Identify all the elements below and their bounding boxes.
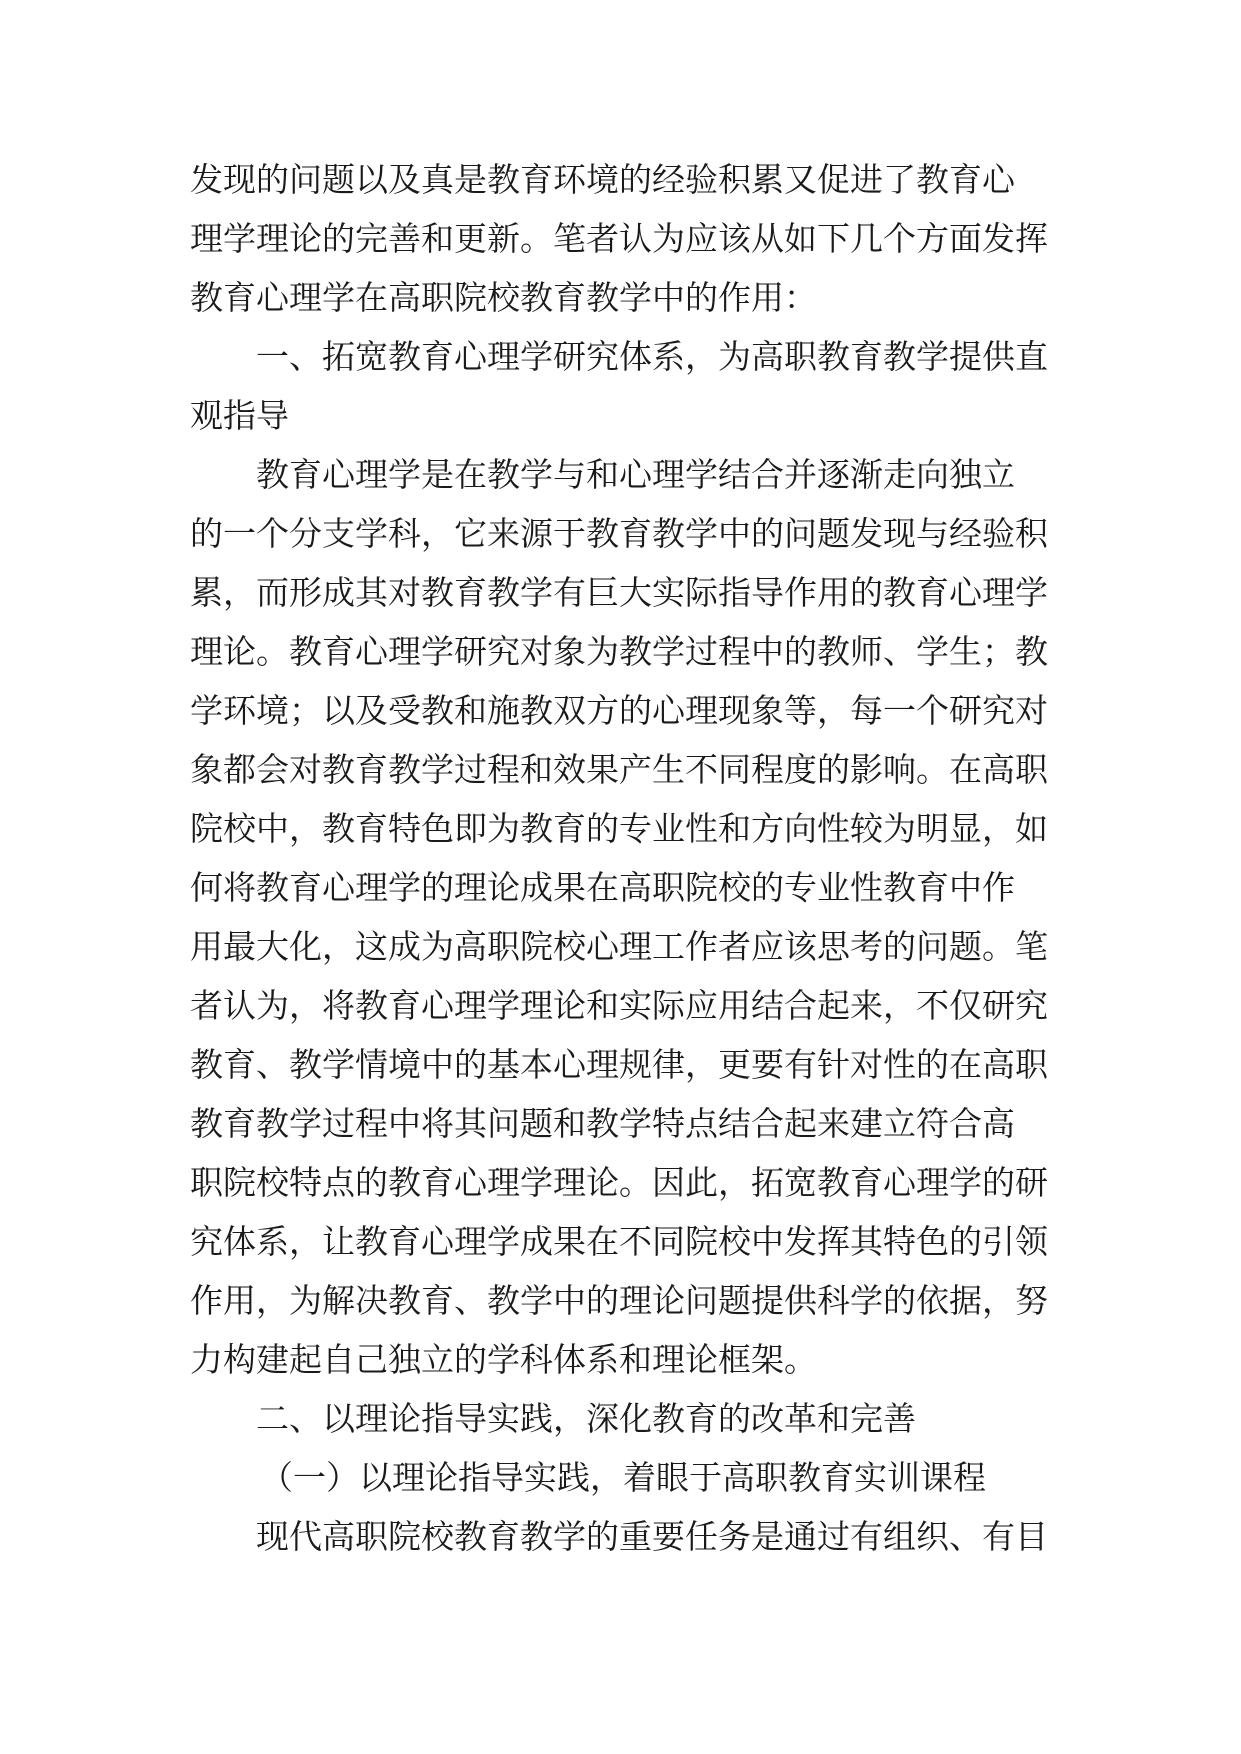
text-line: 象都会对教育教学过程和效果产生不同程度的影响。在高职 (190, 750, 1048, 789)
text-line: 的一个分支学科，它来源于教育教学中的问题发现与经验积 (190, 514, 1048, 553)
paragraph-start: 教育心理学是在教学与和心理学结合并逐渐走向独立 (256, 455, 1015, 494)
text-line: 职院校特点的教育心理学理论。因此，拓宽教育心理学的研 (190, 1163, 1048, 1202)
section-heading-1: 一、拓宽教育心理学研究体系，为高职教育教学提供直 (256, 337, 1048, 376)
text-line: 累，而形成其对教育教学有巨大实际指导作用的教育心理学 (190, 573, 1048, 612)
section-heading-1-continued: 观指导 (190, 396, 289, 435)
text-line: 教育心理学在高职院校教育教学中的作用： (190, 278, 817, 317)
subsection-heading-1: （一）以理论指导实践，着眼于高职教育实训课程 (260, 1458, 986, 1497)
text-line: 学环境；以及受教和施教双方的心理现象等，每一个研究对 (190, 691, 1048, 730)
section-heading-2: 二、以理论指导实践，深化教育的改革和完善 (256, 1399, 916, 1438)
text-line: 究体系，让教育心理学成果在不同院校中发挥其特色的引领 (190, 1222, 1048, 1261)
body-text (190, 150, 1060, 1566)
text-line: 力构建起自己独立的学科体系和理论框架。 (190, 1340, 817, 1379)
text-line: 用最大化，这成为高职院校心理工作者应该思考的问题。笔 (190, 927, 1048, 966)
text-line: 何将教育心理学的理论成果在高职院校的专业性教育中作 (190, 868, 1015, 907)
text-line: 者认为，将教育心理学理论和实际应用结合起来，不仅研究 (190, 986, 1048, 1025)
text-line: 理学理论的完善和更新。笔者认为应该从如下几个方面发挥 (190, 219, 1048, 258)
text-line: 院校中，教育特色即为教育的专业性和方向性较为明显，如 (190, 809, 1048, 848)
text-line: 教育、教学情境中的基本心理规律，更要有针对性的在高职 (190, 1045, 1048, 1084)
text-line: 发现的问题以及真是教育环境的经验积累又促进了教育心 (190, 160, 1015, 199)
paragraph-start: 现代高职院校教育教学的重要任务是通过有组织、有目 (256, 1517, 1048, 1556)
text-line: 作用，为解决教育、教学中的理论问题提供科学的依据，努 (190, 1281, 1048, 1320)
text-line: 教育教学过程中将其问题和教学特点结合起来建立符合高 (190, 1104, 1015, 1143)
text-line: 理论。教育心理学研究对象为教学过程中的教师、学生；教 (190, 632, 1048, 671)
